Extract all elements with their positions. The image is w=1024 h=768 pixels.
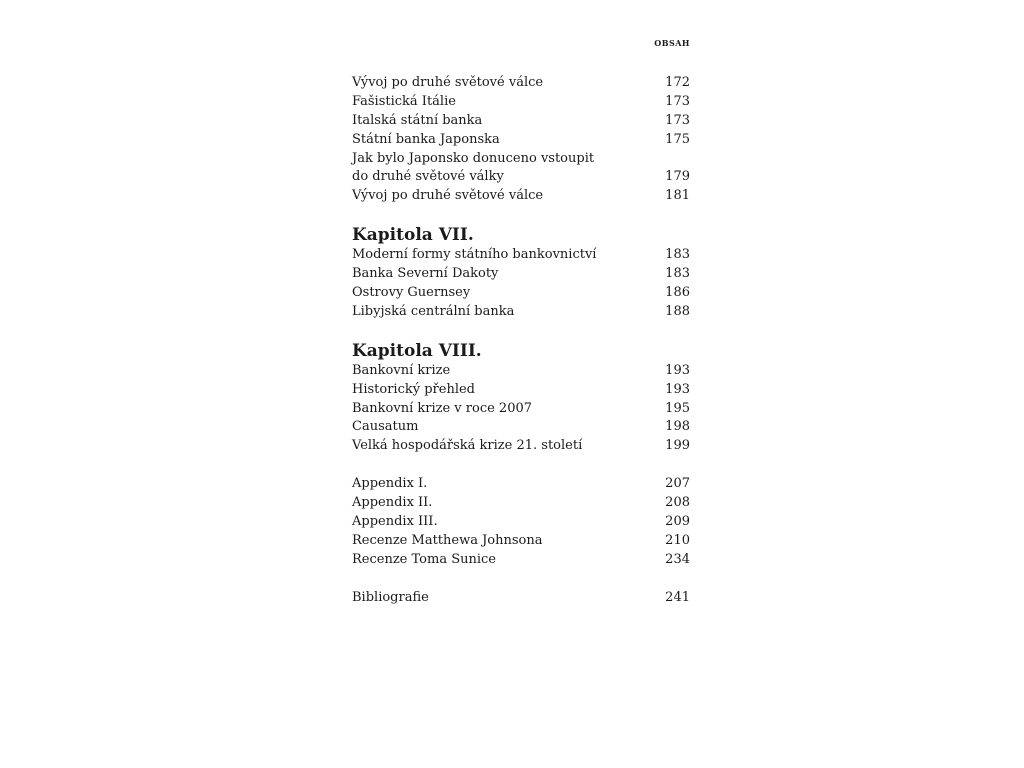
toc-entry xyxy=(352,362,690,381)
toc-entry-page: 183 xyxy=(665,247,690,263)
toc-entry xyxy=(352,381,690,400)
toc-entry xyxy=(352,513,690,532)
toc-entry-page: 172 xyxy=(665,75,690,90)
toc-entry-page: 186 xyxy=(665,285,690,301)
toc-entry-page: 195 xyxy=(665,400,690,416)
document-page xyxy=(352,0,692,768)
toc-entry-page: 188 xyxy=(665,303,690,319)
chapter-heading: Kapitola VII. xyxy=(352,225,474,246)
running-head: OBSAH xyxy=(654,38,690,48)
toc-entry xyxy=(352,93,690,112)
toc-entry xyxy=(352,551,690,570)
toc-entry-title: Libyjská centrální banka xyxy=(352,303,515,319)
toc-entry-title: Historický přehled xyxy=(352,381,475,397)
toc-entry xyxy=(352,112,690,131)
toc-entry-page: 181 xyxy=(665,188,690,204)
toc-entry-title: Bankovní krize xyxy=(352,362,451,378)
toc-entry xyxy=(352,131,690,150)
toc-entry-title: Jak bylo Japonsko donuceno vstoupit xyxy=(352,150,595,166)
toc-entry-page: 241 xyxy=(665,589,690,605)
toc-entry-page: 234 xyxy=(665,551,690,567)
toc-entry-page: 199 xyxy=(665,438,690,454)
toc-entry-title: Bankovní krize v roce 2007 xyxy=(352,400,533,416)
toc-entry-title: Státní banka Japonska xyxy=(352,131,500,147)
toc-entry-title: Appendix I. xyxy=(352,476,428,492)
toc-entry-title: Vývoj po druhé světové válce xyxy=(352,75,544,90)
toc-entry-title: Causatum xyxy=(352,419,419,435)
toc-entry xyxy=(352,246,690,265)
toc-entry-title: Moderní formy státního bankovnictví xyxy=(352,247,597,263)
toc-entry-page: 198 xyxy=(665,419,690,435)
toc-entry-page: 193 xyxy=(665,381,690,397)
toc-entry xyxy=(352,74,690,93)
toc-entry xyxy=(352,150,690,169)
toc-entry-title: Appendix II. xyxy=(352,495,433,511)
toc-entry-title: Fašistická Itálie xyxy=(352,93,456,109)
toc-entry-page: 207 xyxy=(665,476,690,492)
toc-entry-title: Ostrovy Guernsey xyxy=(352,285,471,301)
toc-entry xyxy=(352,475,690,494)
toc-entry xyxy=(352,418,690,437)
toc-entry xyxy=(352,400,690,419)
toc-entry-title: Velká hospodářská krize 21. století xyxy=(352,438,583,454)
toc-entry-page: 175 xyxy=(665,131,690,147)
toc-entry-title: Italská státní banka xyxy=(352,112,483,128)
toc-entry xyxy=(352,303,690,322)
section-spacer xyxy=(352,456,690,475)
toc-entry-page: 173 xyxy=(665,93,690,109)
section-spacer xyxy=(352,570,690,589)
toc-entry xyxy=(352,494,690,513)
toc-entry-page: 179 xyxy=(665,169,690,185)
toc-entry-title: do druhé světové války xyxy=(352,169,504,185)
toc-entry-page: 210 xyxy=(665,532,690,548)
chapter-heading: Kapitola VIII. xyxy=(352,340,482,361)
toc-entry-page: 193 xyxy=(665,362,690,378)
table-of-contents xyxy=(352,74,690,608)
toc-entry xyxy=(352,284,690,303)
toc-entry xyxy=(352,168,690,187)
toc-entry-title: Vývoj po druhé světové válce xyxy=(352,188,544,204)
toc-entry-page: 173 xyxy=(665,112,690,128)
toc-entry xyxy=(352,532,690,551)
toc-entry xyxy=(352,589,690,608)
toc-entry xyxy=(352,265,690,284)
toc-entry-page: 209 xyxy=(665,514,690,530)
toc-entry-title: Banka Severní Dakoty xyxy=(352,266,499,282)
toc-entry-title: Appendix III. xyxy=(352,514,438,530)
toc-entry-title: Recenze Matthewa Johnsona xyxy=(352,532,543,548)
toc-entry-page: 208 xyxy=(665,495,690,511)
toc-entry-title: Bibliografie xyxy=(352,589,429,605)
toc-entry-title: Recenze Toma Sunice xyxy=(352,551,496,567)
toc-entry xyxy=(352,437,690,456)
toc-entry xyxy=(352,187,690,206)
toc-entry-page: 183 xyxy=(665,266,690,282)
